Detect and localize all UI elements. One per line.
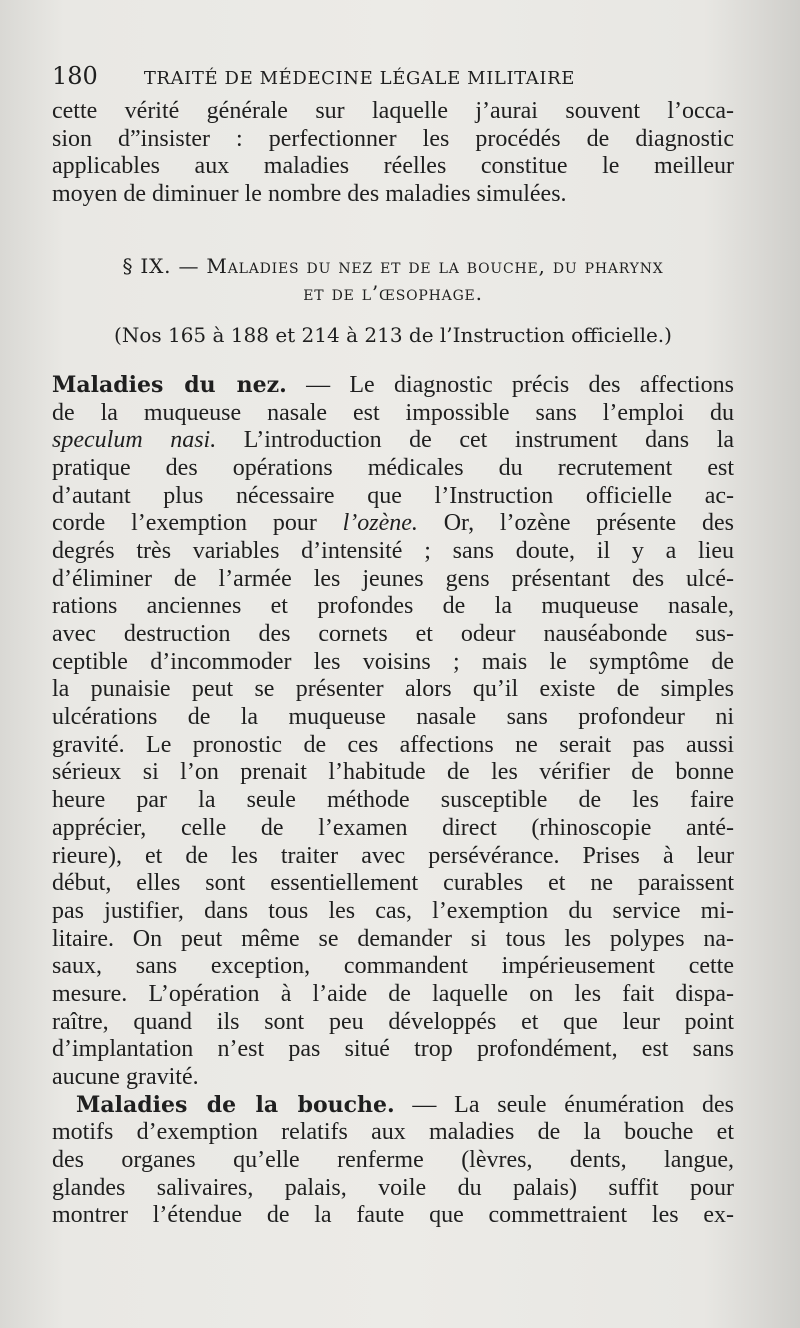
text-line: des organes qu’elle renferme (lèvres, dents, langue, [52, 1147, 734, 1174]
paragraph-first-line: Maladies de la bouche. — La seule énumération des [76, 1091, 734, 1118]
page-body [52, 98, 734, 1230]
text-line: montrer l’étendue de la faute que commettraient les ex- [52, 1202, 734, 1229]
text-line: pas justifier, dans tous les cas, l’exemption du service mi- [52, 897, 734, 924]
text-line: d’implantation n’est pas situé trop profondément, est sans [52, 1036, 734, 1063]
paragraph-first-line: Maladies du nez. — Le diagnostic précis des affections [52, 371, 734, 398]
subsection-title: Maladies du nez. [52, 371, 287, 398]
text-line: corde l’exemption pour l’ozène. Or, l’ozène présente des [52, 510, 734, 537]
page-header [52, 62, 734, 92]
text-line: avec destruction des cornets et odeur nauséabonde sus- [52, 621, 734, 647]
text-line: moyen de diminuer le nombre des maladies simulées. [52, 181, 567, 208]
text-line: litaire. On peut même se demander si tous les polypes na- [52, 925, 734, 952]
text-line: pratique des opérations médicales du recrutement est [52, 454, 734, 481]
text-line: début, elles sont essentiellement curables et ne paraissent [52, 870, 734, 897]
subsection-title: Maladies de la bouche. [76, 1091, 395, 1118]
text-line: d’autant plus nécessaire que l’Instruction officielle ac- [52, 482, 734, 509]
text-line: speculum nasi. L’introduction de cet instrument dans la [52, 427, 735, 454]
text-line: glandes salivaires, palais, voile du palais) suffit pour [52, 1174, 734, 1201]
text-line: cette vérité générale sur laquelle j’aurai souvent l’occa- [52, 98, 734, 124]
section-heading-cont: et de l’œsophage. [303, 281, 483, 306]
section-heading: § IX. — Maladies du nez et de la bouche, du pharynx [122, 253, 664, 278]
text-line: apprécier, celle de l’examen direct (rhinoscopie anté- [52, 814, 734, 841]
text-line: ulcérations de la muqueuse nasale sans profondeur ni [52, 704, 734, 731]
section-reference: (Nos 165 à 188 et 214 à 213 de l’Instruction officielle.) [114, 323, 672, 348]
text-line: rations anciennes et profondes de la muqueuse nasale, [52, 593, 734, 620]
text-line: aucune gravité. [52, 1064, 199, 1090]
text-line: saux, sans exception, commandent impérieusement cette [52, 953, 734, 980]
running-title: TRAITÉ DE MÉDECINE LÉGALE MILITAIRE [143, 68, 575, 89]
text-line: heure par la seule méthode susceptible de les faire [52, 787, 734, 814]
text-line: de la muqueuse nasale est impossible sans l’emploi du [52, 399, 734, 426]
text-line: rieure), et de les traiter avec persévérance. Prises à leur [52, 842, 734, 869]
text-line: sérieux si l’on prenait l’habitude de les vérifier de bonne [52, 759, 734, 786]
text-line: degrés très variables d’intensité ; sans doute, il y a lieu [52, 537, 734, 564]
text-line: raître, quand ils sont peu développés et que leur point [52, 1008, 734, 1035]
text-line: la punaisie peut se présenter alors qu’il existe de simples [52, 676, 734, 703]
text-line: motifs d’exemption relatifs aux maladies de la bouche et [52, 1119, 734, 1146]
text-line: d’éliminer de l’armée les jeunes gens présentant des ulcé- [52, 565, 734, 592]
text-line: mesure. L’opération à l’aide de laquelle on les fait dispa- [52, 980, 734, 1007]
text-line: gravité. Le pronostic de ces affections ne serait pas aussi [52, 731, 734, 758]
text-line: applicables aux maladies réelles constitue le meilleur [52, 153, 734, 180]
page-number: 180 [52, 62, 98, 90]
text-line: ceptible d’incommoder les voisins ; mais le symptôme de [52, 648, 734, 675]
text-line: sion d”insister : perfectionner les procédés de diagnostic [52, 125, 734, 152]
